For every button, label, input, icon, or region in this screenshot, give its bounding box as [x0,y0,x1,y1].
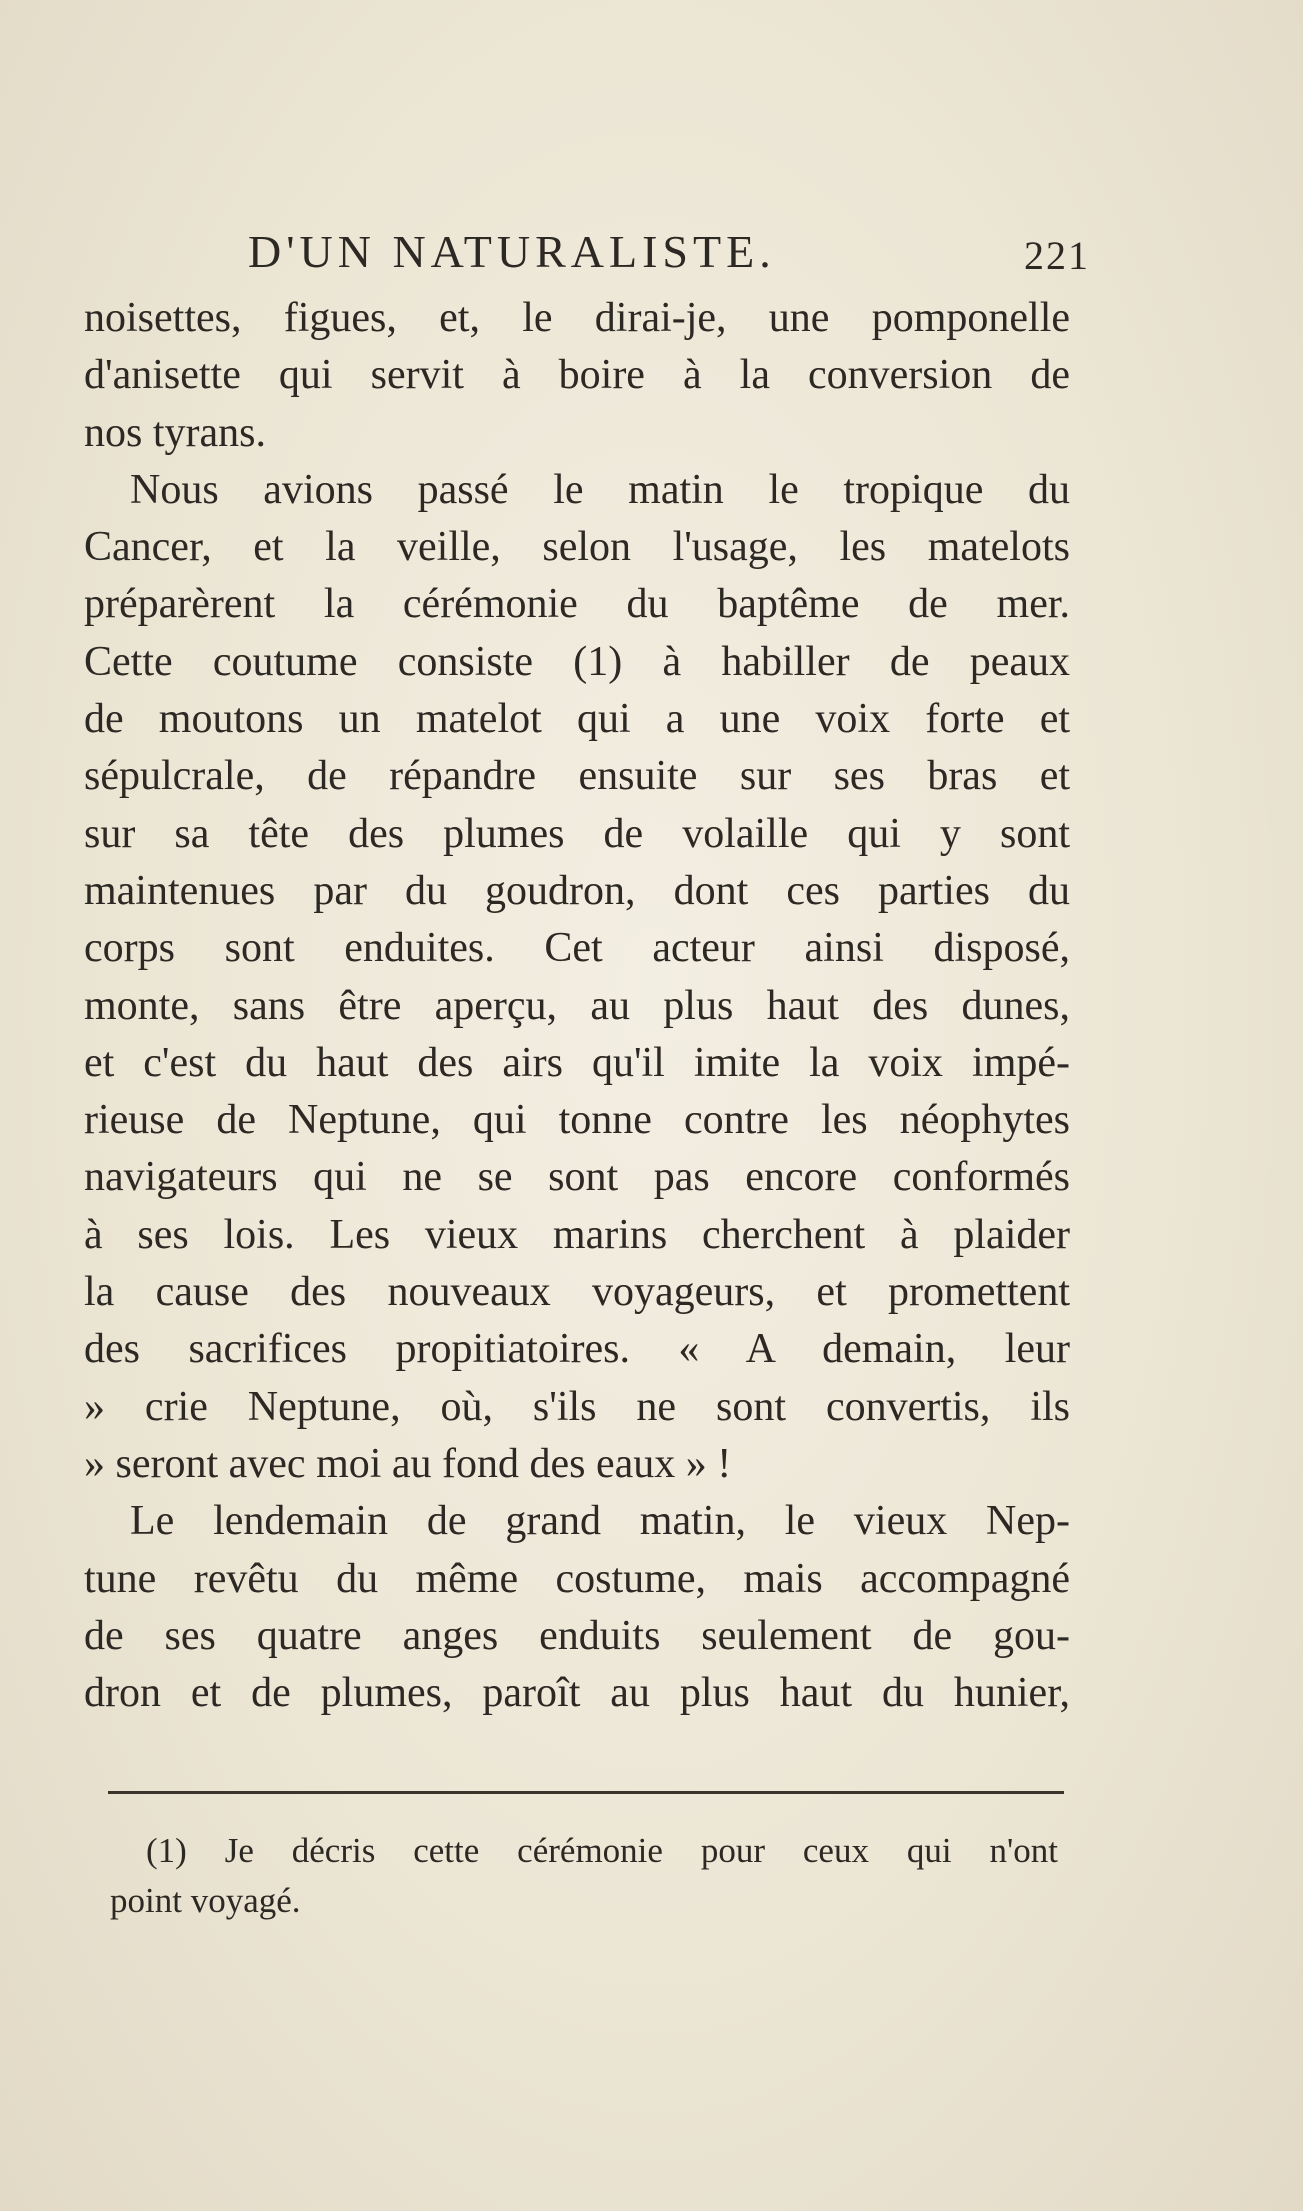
footnote-line: (1) Je décris cette cérémonie pour ceux qui n'ont [146,1831,1058,1870]
text-line: à ses lois. Les vieux marins cherchent à plaider [84,1211,1070,1258]
text-line: préparèrent la cérémonie du baptême de mer. [84,581,1070,628]
text-line: d'anisette qui servit à boire à la conversion de [84,352,1070,399]
text-line: noisettes, figues, et, le dirai-je, une pomponelle [84,295,1070,341]
text-line: et c'est du haut des airs qu'il imite la voix impé- [84,1039,1070,1086]
text-line: sépulcrale, de répandre ensuite sur ses bras et [84,753,1070,800]
text-line: dron et de plumes, paroît au plus haut du hunier, [84,1670,1070,1717]
text-line: sur sa tête des plumes de volaille qui y sont [84,810,1070,857]
text-line: » crie Neptune, où, s'ils ne sont convertis, ils [84,1383,1070,1430]
text-line: monte, sans être aperçu, au plus haut des dunes, [84,982,1070,1029]
text-line: Le lendemain de grand matin, le vieux Nep- [130,1498,1070,1545]
running-title: D'UN NATURALISTE. [248,226,776,277]
text-line: Cette coutume consiste (1) à habiller de peaux [84,638,1070,685]
body-text [84,290,1070,1722]
footnote [110,1826,1058,1926]
text-line: tune revêtu du même costume, mais accompagné [84,1555,1070,1602]
text-line: » seront avec moi au fond des eaux » ! [84,1440,732,1487]
text-line: Cancer, et la veille, selon l'usage, les matelots [84,524,1070,571]
text-line: nos tyrans. [84,409,266,456]
text-line: maintenues par du goudron, dont ces parties du [84,867,1070,914]
text-line: corps sont enduites. Cet acteur ainsi disposé, [84,925,1070,972]
page-number: 221 [1024,233,1090,278]
text-line: de ses quatre anges enduits seulement de gou- [84,1612,1070,1659]
text-line: des sacrifices propitiatoires. « A demain, leur [84,1326,1070,1373]
text-line: Nous avions passé le matin le tropique du [130,466,1070,513]
text-line: navigateurs qui ne se sont pas encore conformés [84,1154,1070,1201]
text-line: de moutons un matelot qui a une voix forte et [84,696,1070,743]
footnote-rule [108,1791,1064,1794]
footnote-line: point voyagé. [110,1881,301,1920]
text-line: rieuse de Neptune, qui tonne contre les néophytes [84,1097,1070,1144]
page-header [80,222,1090,282]
text-line: la cause des nouveaux voyageurs, et promettent [84,1269,1070,1316]
